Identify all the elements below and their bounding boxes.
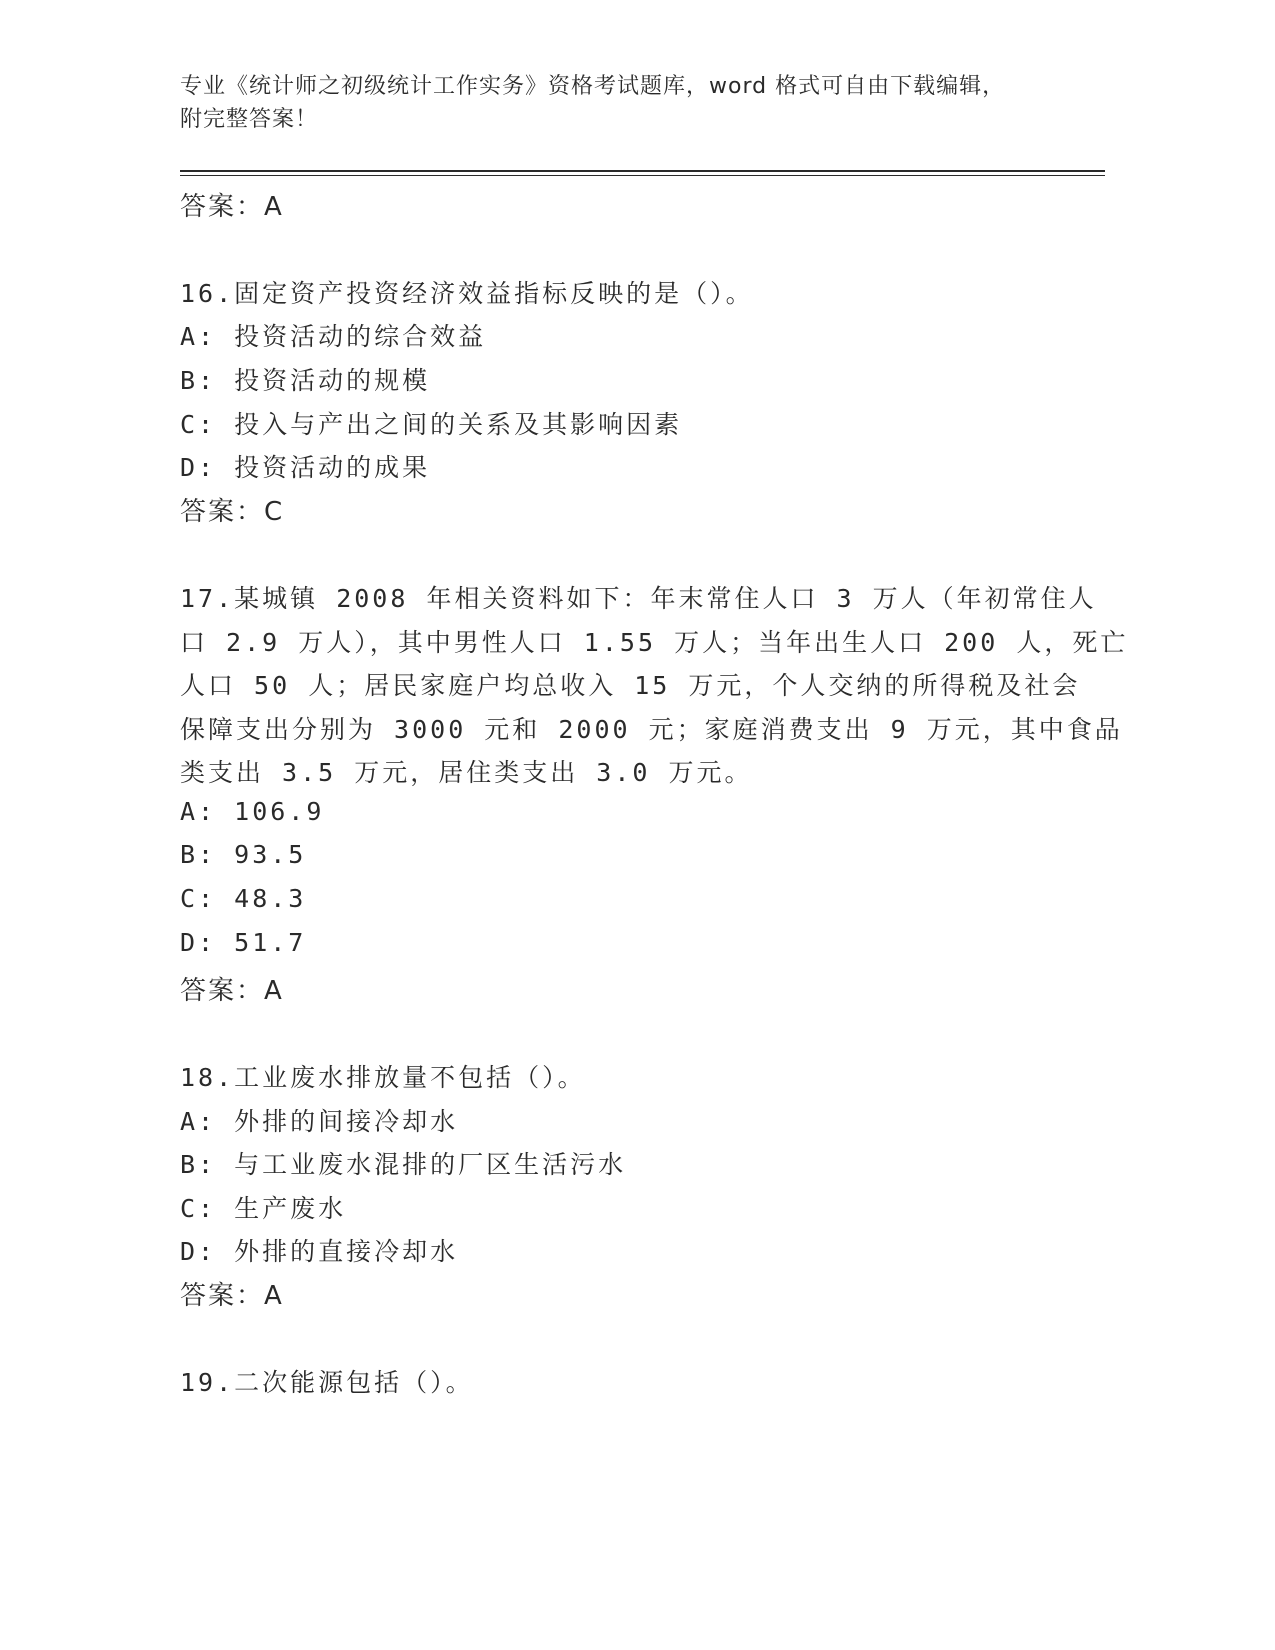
q16-option-b: B: 投资活动的规模 [180,366,431,395]
q16-question: 16.固定资产投资经济效益指标反映的是（）。 [180,279,754,308]
q17-option-d: D: 51.7 [180,928,307,957]
q19-question: 19.二次能源包括（）。 [180,1368,474,1397]
q17-question-line-1: 17.某城镇 2008 年相关资料如下：年末常住人口 3 万人（年初常住人 [180,584,1097,613]
q18-option-d: D: 外排的直接冷却水 [180,1237,459,1266]
q17-option-c: C: 48.3 [180,884,307,913]
q17-answer: 答案：A [180,976,284,1006]
q16-option-a: A: 投资活动的综合效益 [180,322,487,351]
q18-option-b: B: 与工业废水混排的厂区生活污水 [180,1150,627,1179]
header-divider-thin [180,175,1105,176]
q17-question-line-4: 保障支出分别为 3000 元和 2000 元；家庭消费支出 9 万元，其中食品 [180,715,1123,744]
q18-option-a: A: 外排的间接冷却水 [180,1107,459,1136]
q17-question-line-5: 类支出 3.5 万元，居住类支出 3.0 万元。 [180,758,753,787]
header-line-2: 附完整答案！ [180,107,319,132]
header-line-1: 专业《统计师之初级统计工作实务》资格考试题库，word 格式可自由下载编辑， [180,74,1006,99]
q18-question: 18.工业废水排放量不包括（）。 [180,1063,586,1092]
q18-answer: 答案：A [180,1281,284,1311]
q16-option-c: C: 投入与产出之间的关系及其影响因素 [180,410,683,439]
document-header [180,70,1060,136]
q17-option-a: A: 106.9 [180,797,325,826]
q17-question-line-3: 人口 50 人；居民家庭户均总收入 15 万元，个人交纳的所得税及社会 [180,671,1081,700]
q18-option-c: C: 生产废水 [180,1194,347,1223]
q15-answer: 答案：A [180,192,284,222]
q16-answer: 答案：C [180,497,285,527]
q17-option-b: B: 93.5 [180,840,307,869]
q17-question-line-2: 口 2.9 万人），其中男性人口 1.55 万人；当年出生人口 200 人，死亡 [180,628,1129,657]
q16-option-d: D: 投资活动的成果 [180,453,431,482]
header-divider-thick [180,170,1105,172]
